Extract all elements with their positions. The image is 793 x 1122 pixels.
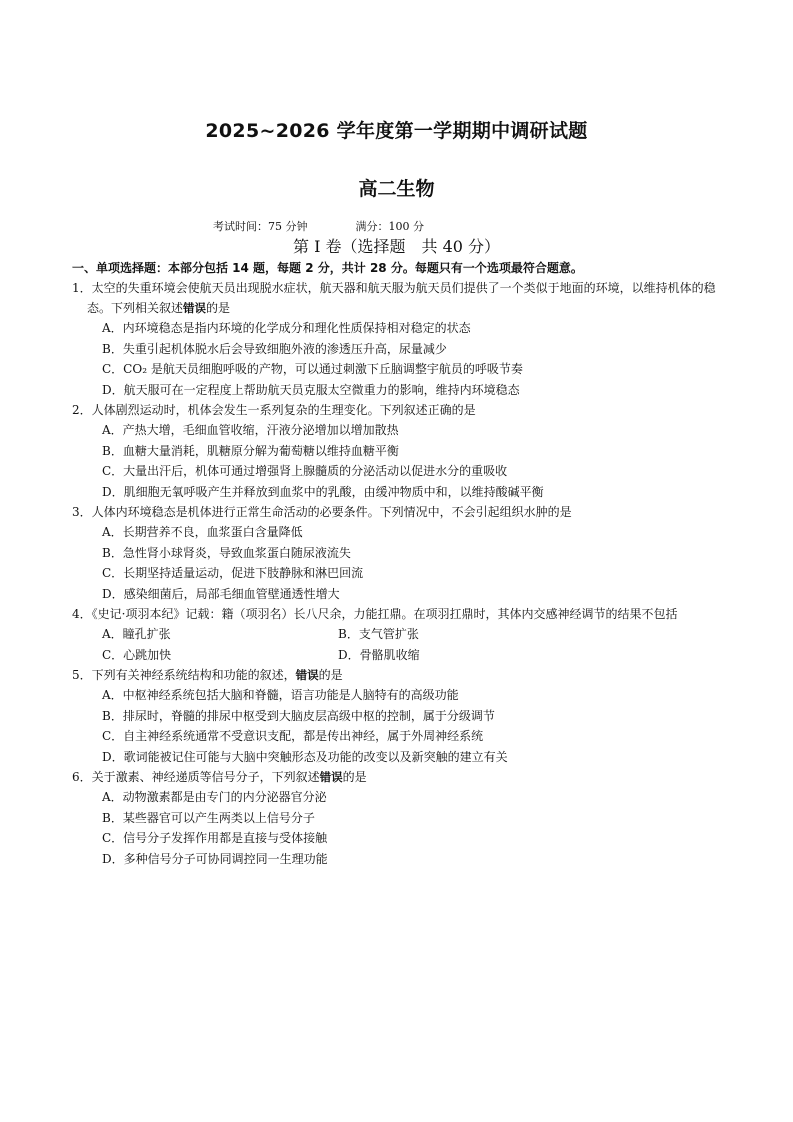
question-1 [72, 278, 722, 400]
emphasis-text: 错误 [319, 770, 343, 784]
section-title: 第 I 卷（选择题 共 40 分） [292, 237, 501, 256]
exam-time: 考试时间：75 分钟 [213, 220, 308, 233]
option-b: B．某些器官可以产生两类以上信号分子 [102, 810, 315, 825]
question-stem: 6．关于激素、神经递质等信号分子，下列叙述错误的是 [72, 770, 367, 784]
question-3 [72, 502, 722, 604]
option-c: C．长期坚持适量运动，促进下肢静脉和淋巴回流 [102, 566, 364, 580]
question-stem: 2．人体剧烈运动时，机体会发生一系列复杂的生理变化。下列叙述正确的是 [72, 403, 476, 417]
question-5 [72, 665, 722, 767]
option-d: D．感染细菌后，局部毛细血管壁通透性增大 [102, 586, 340, 601]
option-c: C．信号分子发挥作用都是直接与受体接触 [102, 831, 328, 845]
question-list [72, 278, 722, 869]
question-4 [72, 604, 722, 665]
section-instructions: 一、单项选择题：本部分包括 14 题，每题 2 分，共计 28 分。每题只有一个选项最符合题意。 [72, 261, 583, 275]
emphasis-text: 错误 [183, 301, 207, 315]
option-d: D．多种信号分子可协同调控同一生理功能 [102, 851, 328, 866]
question-stem: 3．人体内环境稳态是机体进行正常生命活动的必要条件。下列情况中，不会引起组织水肿的是 [72, 505, 572, 519]
option-a: A．产热大增，毛细血管收缩，汗液分泌增加以增加散热 [102, 423, 399, 437]
question-2 [72, 400, 722, 502]
emphasis-text: 错误 [295, 668, 319, 682]
question-stem: 4．《史记·项羽本纪》记载：籍（项羽名）长八尺余，力能扛鼎。在项羽扛鼎时，其体内交感神经调节的结果不包括 [72, 607, 678, 621]
option-c: C．心跳加快 [102, 647, 172, 662]
option-d: D．歌词能被记住可能与大脑中突触形态及功能的改变以及新突触的建立有关 [102, 749, 508, 764]
option-a: A．内环境稳态是指内环境的化学成分和理化性质保持相对稳定的状态 [102, 321, 471, 335]
option-a: A．动物激素都是由专门的内分泌器官分泌 [102, 790, 327, 804]
option-c: C．大量出汗后，机体可通过增强肾上腺髓质的分泌活动以促进水分的重吸收 [102, 464, 508, 478]
option-c: C．CO₂ 是航天员细胞呼吸的产物，可以通过刺激下丘脑调整宇航员的呼吸节奏 [102, 362, 523, 376]
option-a: A．长期营养不良，血浆蛋白含量降低 [102, 525, 303, 539]
full-score: 满分：100 分 [355, 220, 424, 233]
option-c: C．自主神经系统通常不受意识支配，都是传出神经，属于外周神经系统 [102, 729, 484, 743]
question-stem: 5．下列有关神经系统结构和功能的叙述，错误的是 [72, 668, 343, 682]
question-stem: 1．太空的失重环境会使航天员出现脱水症状，航天器和航天服为航天员们提供了一个类似于地面的环境，以维持机体的稳态。下列相关叙述错误的是 [72, 281, 716, 315]
option-d: D．骨骼肌收缩 [338, 647, 420, 662]
option-b: B．急性肾小球肾炎，导致血浆蛋白随尿液流失 [102, 545, 351, 560]
option-d: D．航天服可在一定程度上帮助航天员克服太空微重力的影响，维持内环境稳态 [102, 382, 520, 397]
option-b: B．排尿时，脊髓的排尿中枢受到大脑皮层高级中枢的控制，属于分级调节 [102, 708, 495, 723]
option-b: B．支气管扩张 [338, 627, 419, 641]
exam-title: 2025~2026 学年度第一学期期中调研试题 [205, 120, 588, 142]
option-grid [72, 624, 722, 665]
option-b: B．失重引起机体脱水后会导致细胞外液的渗透压升高，尿量减少 [102, 341, 447, 356]
exam-meta [213, 218, 424, 234]
question-6 [72, 767, 722, 869]
subject-title: 高二生物 [358, 178, 435, 200]
option-a: A．瞳孔扩张 [102, 627, 171, 641]
option-d: D．肌细胞无氧呼吸产生并释放到血浆中的乳酸，由缓冲物质中和，以维持酸碱平衡 [102, 484, 544, 499]
option-b: B．血糖大量消耗，肌糖原分解为葡萄糖以维持血糖平衡 [102, 443, 399, 458]
option-a: A．中枢神经系统包括大脑和脊髓，语言功能是人脑特有的高级功能 [102, 688, 459, 702]
